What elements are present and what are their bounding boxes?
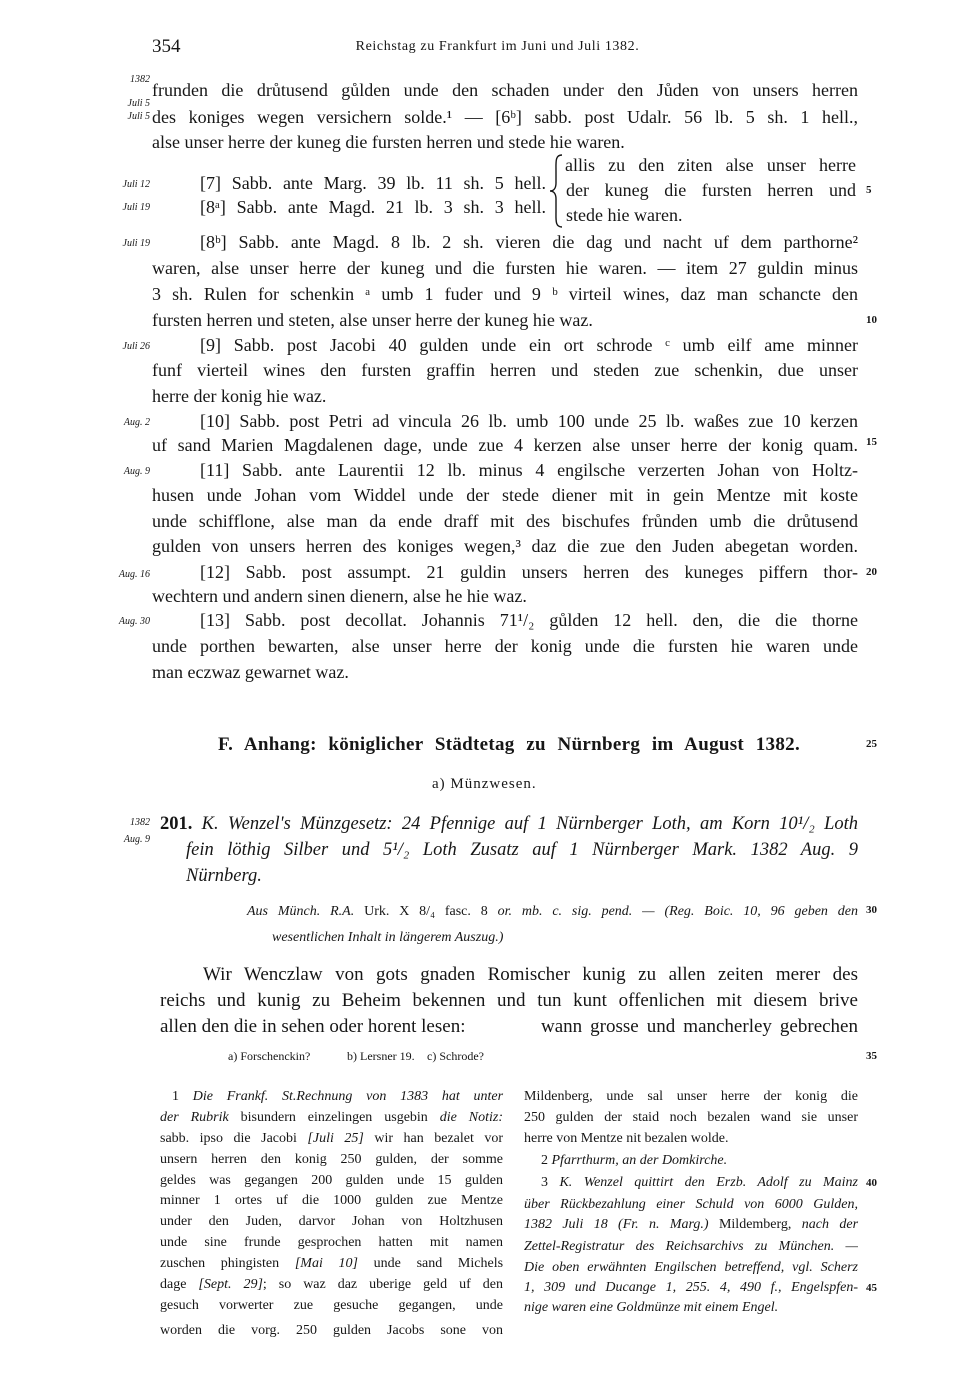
margin-date: Juli 19 — [122, 238, 150, 249]
footnote-line: gesuch vorwerter zue gesuche gegangen, unde — [160, 1298, 503, 1313]
document-text-line: Wir Wenczlaw von gots gnaden Romischer kunig zu allen zeiten merer des — [203, 964, 858, 985]
document-text-line: wann grosse und mancherley gebrechen — [541, 1016, 858, 1037]
margin-date: Aug. 30 — [118, 616, 150, 627]
line-number: 35 — [866, 1050, 877, 1062]
footnote-line: 250 gulden der staid noch bezalen wand sie unser — [524, 1110, 858, 1125]
margin-date: Juli 5 — [127, 98, 150, 109]
footnote-line: minner 1 ortes uf die 1000 gulden zue Mentze — [160, 1193, 503, 1208]
footnote-number: 1 — [172, 1089, 179, 1104]
source-segment: Aus Münch. R.A. — [247, 904, 355, 919]
footnote-line: worden die vorg. 250 gulden Jacobs sone von — [160, 1323, 503, 1338]
footnote-line: Zettel-Registratur des Reichsarchivs zu München. — — [524, 1239, 858, 1254]
account-line: unde schifflone, alse man da ende draff mit des bischufes frůnden umb die drůtusend — [152, 511, 858, 531]
footnote-segment: nach der — [801, 1217, 859, 1232]
account-line: [8ᵇ] Sabb. ante Magd. 8 lb. 2 sh. vieren die dag und nacht uf dem parthorne² — [200, 232, 858, 252]
footnote-line — [160, 1254, 503, 1274]
footnote-segment: zuschen phingisten — [160, 1256, 280, 1271]
apparatus-note: a) Forschenckin? — [228, 1049, 311, 1063]
account-line: 3 sh. Rulen for schenkin ᵃ umb 1 fuder und 9 ᵇ virteil wines, daz man schancte den — [152, 284, 858, 304]
account-line: [12] Sabb. post assumpt. 21 guldin unsers herren des kuneges piffern thor- — [200, 562, 858, 582]
footnote-line: unde sine frunde gesprochen hatten mit namen — [160, 1235, 503, 1250]
footnote-line: herre von Mentze nit bezalen wolde. — [524, 1131, 729, 1146]
account-line: waren, alse unser herre der kuneg und die fursten hie waren. — item 27 guldin minus — [152, 258, 858, 278]
margin-date: Aug. 16 — [118, 569, 150, 580]
footnote-line — [524, 1215, 858, 1235]
account-line: [11] Sabb. ante Laurentii 12 lb. minus 4 engilsche verzerten Johan von Holtz- — [200, 460, 858, 480]
footnote-line — [541, 1151, 727, 1171]
footnote-number: 2 — [541, 1153, 548, 1168]
margin-date: 1382 — [130, 74, 150, 85]
brace-text-line: stede hie waren. — [566, 205, 683, 225]
source-line — [247, 902, 858, 922]
margin-date: 1382 — [130, 817, 150, 828]
footnote-segment: die Notiz: — [439, 1110, 503, 1125]
footnote-line: Die oben erwähnten Engilschen betreffend, vgl. Scherz — [524, 1260, 858, 1275]
account-line: [9] Sabb. post Jacobi 40 gulden unde ein ort schrode ᶜ umb eilf ame minner — [200, 335, 858, 355]
source-segment: or. mb. c. sig. pend. — (Reg. Boic. 10, 96 geben den — [497, 904, 859, 919]
footnote-segment: 1382 Juli 18 (Fr. n. Marg.) — [524, 1217, 709, 1232]
account-line: unde porthen bewarten, alse unser herre der konig unde die fursten hie waren unde — [152, 636, 858, 656]
footnote-segment: dage — [160, 1277, 187, 1292]
document-summary-line: fein löthig Silber und 5¹/₂ Loth Zusatz auf 1 Nürnberger Mark. 1382 Aug. 9 — [186, 840, 858, 860]
line-number: 25 — [866, 738, 877, 750]
apparatus-note: b) Lersner 19. — [347, 1049, 415, 1063]
account-line: husen unde Johan vom Widdel unde der stede diener mit in gein Mentze mit koste — [152, 485, 858, 505]
footnote-line — [160, 1129, 503, 1149]
account-line: fursten herren und steten, alse unser herre der kuneg hie waz. — [152, 310, 593, 330]
footnote-line — [172, 1087, 503, 1107]
footnote-segment: Pfarrthurm, an der Domkirche. — [551, 1153, 728, 1168]
document-text-line: allen den die in sehen oder horent lesen: — [160, 1016, 466, 1037]
brace-mark — [548, 153, 564, 229]
footnote-line — [160, 1275, 503, 1295]
footnote-line: unsern herren den konig 250 gulden, der somme — [160, 1152, 503, 1167]
account-line: funf vierteil wines den fursten graffin herren und steden zue schenkin, due unser — [152, 360, 858, 380]
document-summary-line — [160, 811, 858, 837]
margin-date: Aug. 2 — [123, 417, 150, 428]
document-number: 201. — [160, 814, 193, 834]
account-line: herre der konig hie waz. — [152, 386, 327, 406]
document-summary-line: Nürnberg. — [186, 866, 262, 886]
source-segment: Urk. X 8/₄ fasc. 8 — [364, 904, 488, 919]
section-subheading: a) Münzwesen. — [432, 776, 537, 792]
footnote-segment: Mildemberg, — [718, 1217, 792, 1232]
page-number: 354 — [152, 36, 181, 57]
line-number: 10 — [866, 314, 877, 326]
footnote-segment: K. Wenzel quittirt den Erzb. Adolf zu Mainz — [559, 1175, 858, 1190]
footnote-segment: [Mai 10] — [294, 1256, 358, 1271]
running-title: Reichstag zu Frankfurt im Juni und Juli 1382. — [355, 39, 640, 54]
line-number: 30 — [866, 904, 877, 916]
account-line: gulden von unsers herren des koniges wegen,³ daz die zue den Juden abegetan worden. — [152, 536, 858, 556]
account-line: [13] Sabb. post decollat. Johannis 71¹/₂ gůlden 12 hell. den, die die thorne — [200, 610, 858, 630]
apparatus-note: c) Schrode? — [427, 1049, 484, 1063]
account-line: [10] Sabb. post Petri ad vincula 26 lb. umb 100 unde 25 lb. waßes zue 10 kerzen — [200, 411, 858, 431]
account-line: man eczwaz gewarnet waz. — [152, 662, 349, 682]
margin-date: Juli 5 — [127, 111, 150, 122]
footnote-line: über Rückbezahlung einer Schuld von 6000 Gulden, — [524, 1197, 858, 1212]
footnote-segment: ; so waz daz uberige geld uf den — [262, 1277, 504, 1292]
line-number: 40 — [866, 1177, 877, 1189]
footnote-segment: [Sept. 29] — [198, 1277, 263, 1292]
document-summary-text: K. Wenzel's Münzgesetz: 24 Pfennige auf 1 Nürnberger Loth, am Korn 10¹/₂ Loth — [201, 814, 858, 834]
footnote-segment: sabb. ipso die Jacobi — [160, 1131, 297, 1146]
brace-item: [7] Sabb. ante Marg. 39 lb. 11 sh. 5 hell. — [200, 173, 546, 193]
line-number: 15 — [866, 436, 877, 448]
brace-text-line: allis zu den ziten alse unser herre — [565, 155, 856, 175]
footnote-segment: bisundern einzelingen usgebin — [240, 1110, 428, 1125]
section-heading: F. Anhang: königlicher Städtetag zu Nürnberg im August 1382. — [218, 734, 800, 755]
account-line: wechtern und andern sinen dienern, alse he hie waz. — [152, 586, 527, 606]
margin-date: Aug. 9 — [123, 834, 150, 845]
footnote-line: geldes was gegangen 200 gulden unde 15 gulden — [160, 1173, 503, 1188]
margin-date: Aug. 9 — [123, 466, 150, 477]
brace-text-line: der kuneg die fursten herren und — [566, 180, 856, 200]
margin-date: Juli 12 — [122, 179, 150, 190]
footnote-line — [541, 1173, 858, 1193]
footnote-segment: Die Frankf. St.Rechnung von 1383 hat unter — [192, 1089, 504, 1104]
footnote-segment: unde sand Michels — [373, 1256, 504, 1271]
account-line: uf sand Marien Magdalenen dage, unde zue 4 kerzen alse unser herre der konig quam. — [152, 435, 858, 455]
brace-item: [8ᵃ] Sabb. ante Magd. 21 lb. 3 sh. 3 hell. — [200, 197, 546, 217]
line-number: 5 — [866, 184, 872, 196]
document-text-line: reichs und kunig zu Beheim bekennen und tun kunt offenlichen mit diesem brive — [160, 990, 858, 1011]
account-line: des koniges wegen versichern solde.¹ — [6ᵇ] sabb. post Udalr. 56 lb. 5 sh. 1 hell., — [152, 107, 858, 127]
footnote-line: nige waren eine Goldmünze mit einem Engel. — [524, 1300, 779, 1315]
margin-date: Juli 19 — [122, 202, 150, 213]
source-line: wesentlichen Inhalt in längerem Auszug.) — [272, 930, 504, 945]
footnote-segment: [Juli 25] — [307, 1131, 364, 1146]
line-number: 45 — [866, 1282, 877, 1294]
line-number: 20 — [866, 566, 877, 578]
footnote-line: 1, 309 und Ducange 1, 255. 4, 490 f., Engelspfen- — [524, 1280, 858, 1295]
margin-date: Juli 26 — [122, 341, 150, 352]
account-line: alse unser herre der kuneg die fursten herren und stede hie waren. — [152, 132, 625, 152]
footnote-segment: wir han bezalet vor — [374, 1131, 504, 1146]
footnote-number: 3 — [541, 1175, 548, 1190]
footnote-segment: der Rubrik — [160, 1110, 229, 1125]
footnote-line: under den Juden, darvor Johan von Holtzhusen — [160, 1214, 503, 1229]
account-line: frunden die drůtusend gůlden unde den schaden under den Jůden von unsers herren — [152, 80, 858, 100]
footnote-line: Mildenberg, unde sal unser herre der konig die — [524, 1089, 858, 1104]
footnote-line — [160, 1108, 503, 1128]
